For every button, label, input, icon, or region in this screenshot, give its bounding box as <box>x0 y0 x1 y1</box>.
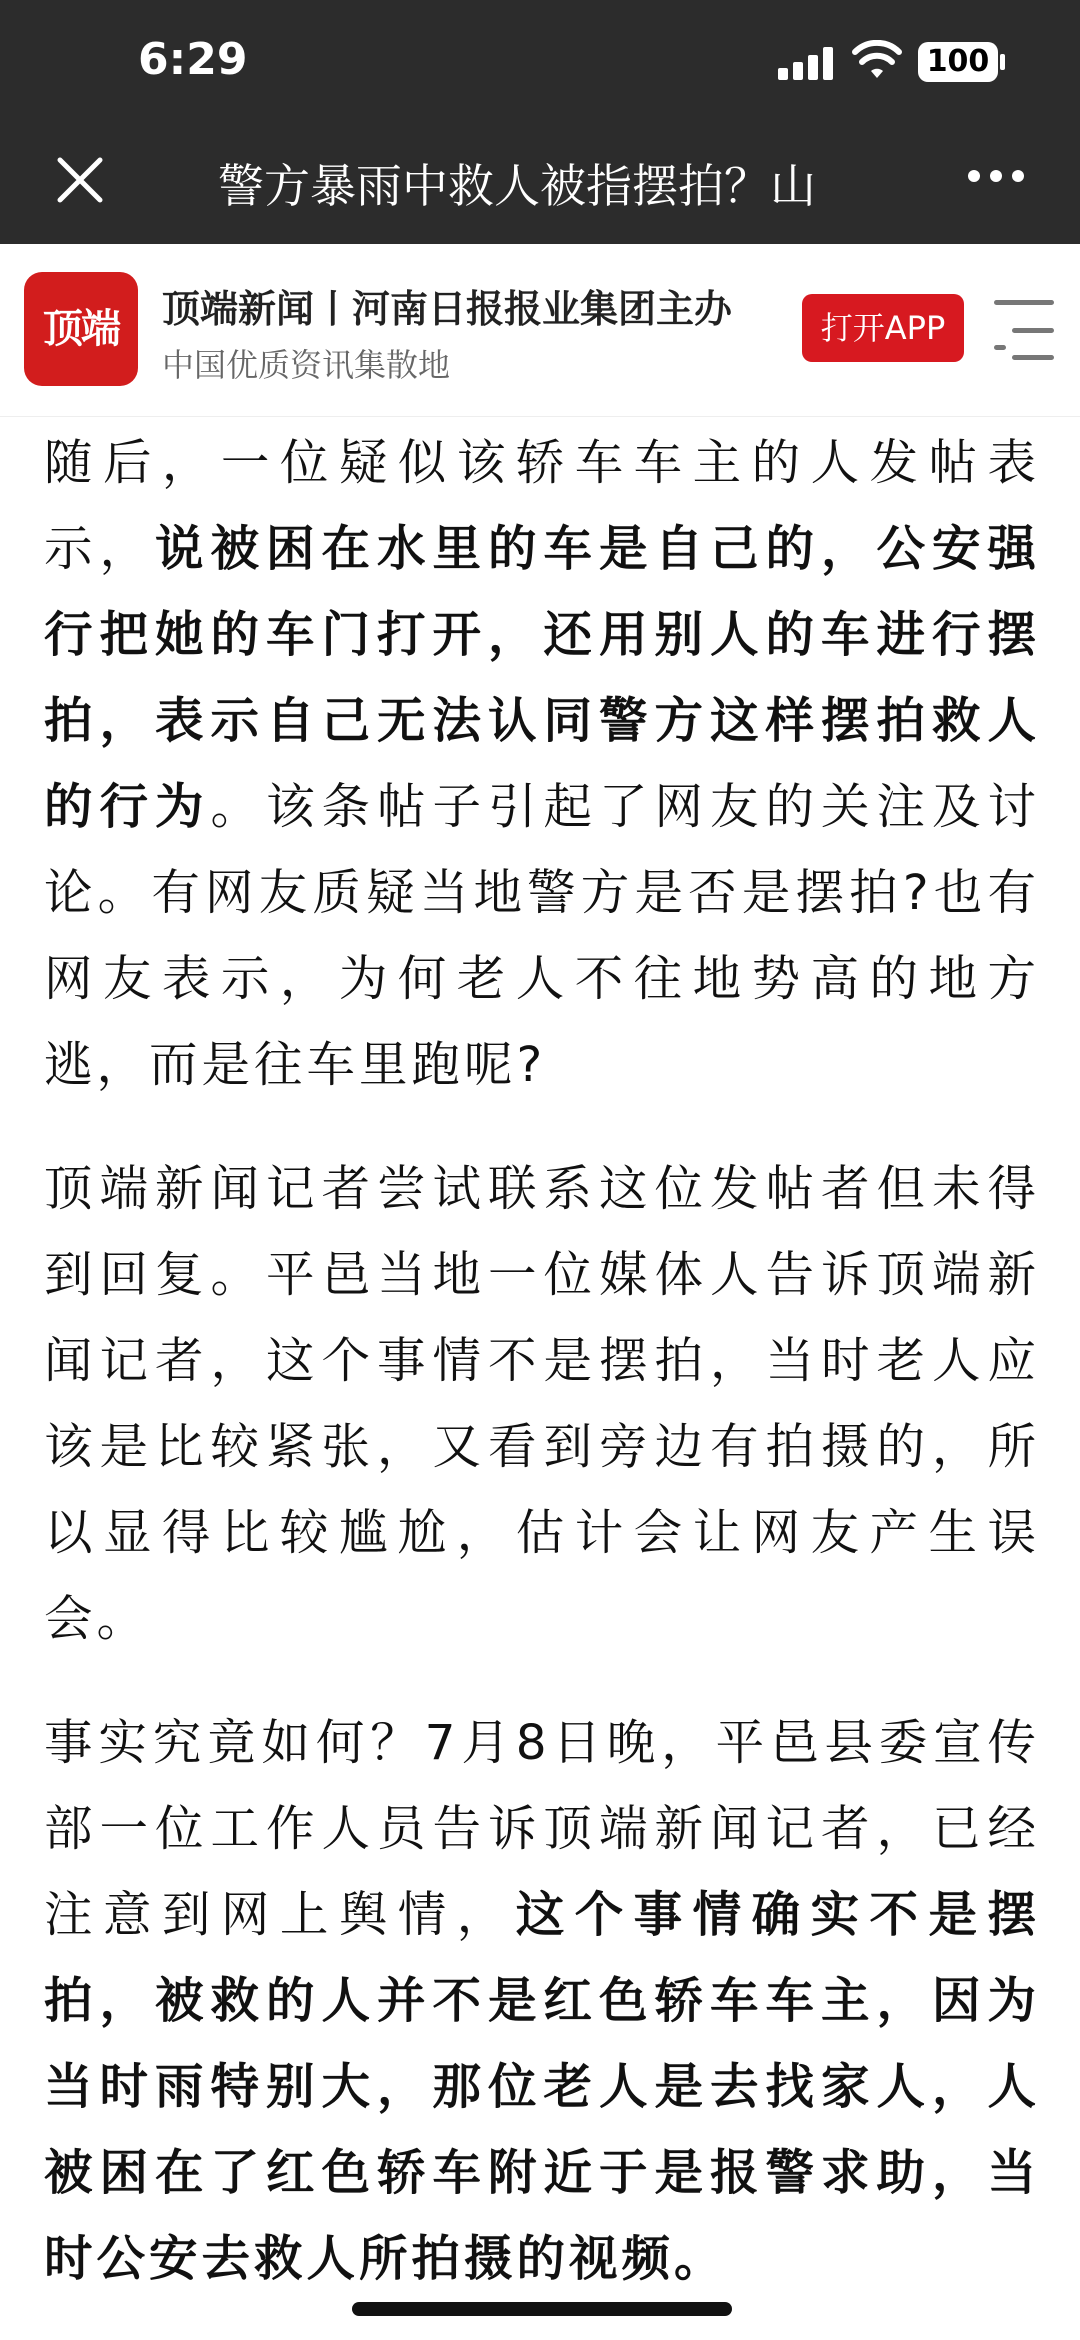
brand-tagline: 中国优质资讯集散地 <box>162 346 451 384</box>
bold-text: 说被困在水里的车是自己的，公安强行把她的车门打开，还用别人的车进行摆拍，表示自己无法认同警方这样摆拍救人的行为 <box>44 521 1040 835</box>
article-body <box>44 420 1040 2340</box>
close-icon[interactable] <box>52 152 108 208</box>
wifi-icon <box>852 40 902 80</box>
menu-list-icon[interactable] <box>994 300 1054 362</box>
page-title: 警方暴雨中救人被指摆拍？山 <box>218 159 816 213</box>
brand-header <box>0 244 1080 417</box>
status-time: 6:29 <box>138 34 248 85</box>
brand-name: 顶端新闻丨河南日报报业集团主办 <box>162 286 733 331</box>
top-bar <box>0 0 1080 244</box>
cellular-signal-icon <box>778 46 836 80</box>
more-options-icon[interactable] <box>968 170 1028 190</box>
paragraph-3: 事实究竟如何？7月8日晚，平邑县委宣传部一位工作人员告诉顶端新闻记者，已经注意到网上舆情，这个事情确实不是摆拍，被救的人并不是红色轿车车主，因为当时雨特别大，那位老人是去找家人，人被困在了红色轿车附近于是报警求助，当时公安去救人所拍摄的视频。 <box>44 1715 1040 2287</box>
paragraph-1: 随后，一位疑似该轿车车主的人发帖表示，说被困在水里的车是自己的，公安强行把她的车门打开，还用别人的车进行摆拍，表示自己无法认同警方这样摆拍救人的行为。该条帖子引起了网友的关注及讨论。有网友质疑当地警方是否是摆拍?也有网友表示，为何老人不往地势高的地方逃，而是往车里跑呢? <box>44 435 1040 1093</box>
bold-text: 这个事情确实不是摆拍，被救的人并不是红色轿车车主，因为当时雨特别大，那位老人是去找家人，人被困在了红色轿车附近于是报警求助，当时公安去救人所拍摄的视频。 <box>44 1887 1040 2287</box>
home-indicator[interactable] <box>352 2302 732 2316</box>
battery-tip <box>1000 54 1005 70</box>
battery-indicator: 100 <box>918 42 998 82</box>
paragraph-2: 顶端新闻记者尝试联系这位发帖者但未得到回复。平邑当地一位媒体人告诉顶端新闻记者，这个事情不是摆拍，当时老人应该是比较紧张，又看到旁边有拍摄的，所以显得比较尴尬，估计会让网友产生误会。 <box>44 1161 1040 1647</box>
open-app-button[interactable]: 打开APP <box>802 294 964 362</box>
brand-logo[interactable]: 顶端 <box>24 272 138 386</box>
